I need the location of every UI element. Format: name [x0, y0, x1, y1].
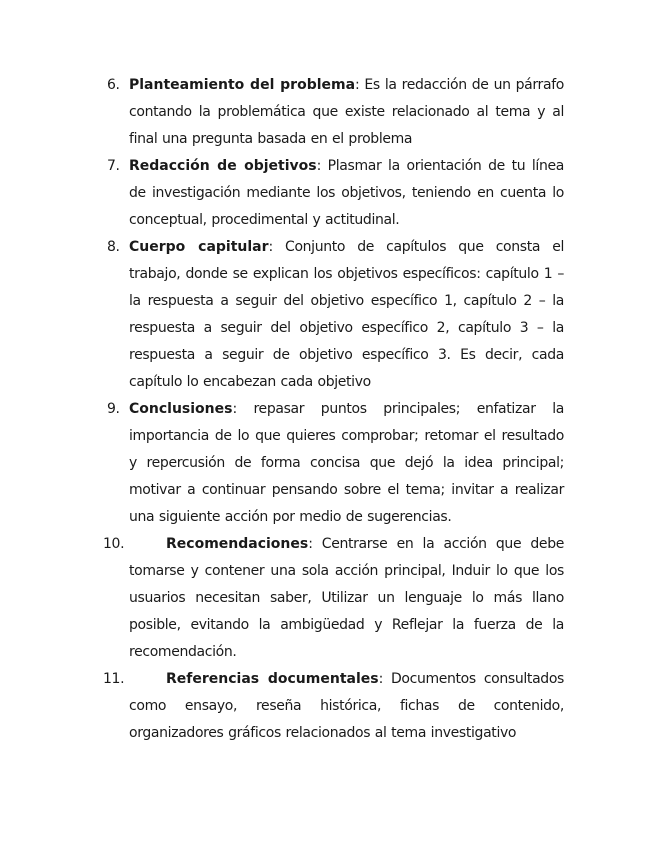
item-text: : Es la redacción de un párrafo contando la problemática que existe relacionado al tema y al final una pregunta basada en el problema	[129, 77, 564, 147]
item-number: 11.	[103, 671, 125, 687]
item-text: : Plasmar la orientación de tu línea de investigación mediante los objetivos, teniendo en cuenta lo conceptual, procedimental y actitudinal.	[129, 158, 564, 228]
numbered-list	[103, 72, 564, 747]
list-item	[103, 153, 564, 234]
item-text: : Centrarse en la acción que debe tomarse y contener una sola acción principal, Induir lo que los usuarios necesitan saber, Utilizar un lenguaje lo más llano posible, evitando la ambigüedad y Reflejar la fuerza de la recomendación.	[129, 536, 564, 660]
list-item	[103, 666, 564, 747]
item-number: 7.	[107, 158, 120, 174]
item-text: : Documentos consultados como ensayo, reseña histórica, fichas de contenido, organizadores gráficos relacionados al tema investigativo	[129, 671, 564, 741]
item-term: Referencias documentales	[166, 671, 379, 687]
list-item	[103, 396, 564, 531]
item-number: 6.	[107, 77, 120, 93]
item-term: Cuerpo capitular	[129, 239, 269, 255]
item-number: 9.	[107, 401, 120, 417]
item-text: : Conjunto de capítulos que consta el trabajo, donde se explican los objetivos específicos: capítulo 1 – la respuesta a seguir del objetivo específico 1, capítulo 2 – la respuesta a seguir del objetivo específico 2, capítulo 3 – la respuesta a seguir de objetivo específico 3. Es decir, cada capítulo lo encabezan cada objetivo	[129, 239, 564, 390]
item-number: 10.	[103, 536, 125, 552]
list-item	[103, 234, 564, 396]
list-item	[103, 531, 564, 666]
item-term: Recomendaciones	[166, 536, 309, 552]
item-text: : repasar puntos principales; enfatizar la importancia de lo que quieres comprobar; retomar el resultado y repercusión de forma concisa que dejó la idea principal; motivar a continuar pensando sobre el tema; invitar a realizar una siguiente acción por medio de sugerencias.	[129, 401, 564, 525]
item-term: Planteamiento del problema	[129, 77, 356, 93]
item-term: Redacción de objetivos	[129, 158, 317, 174]
item-term: Conclusiones	[129, 401, 233, 417]
item-number: 8.	[107, 239, 120, 255]
list-item	[103, 72, 564, 153]
